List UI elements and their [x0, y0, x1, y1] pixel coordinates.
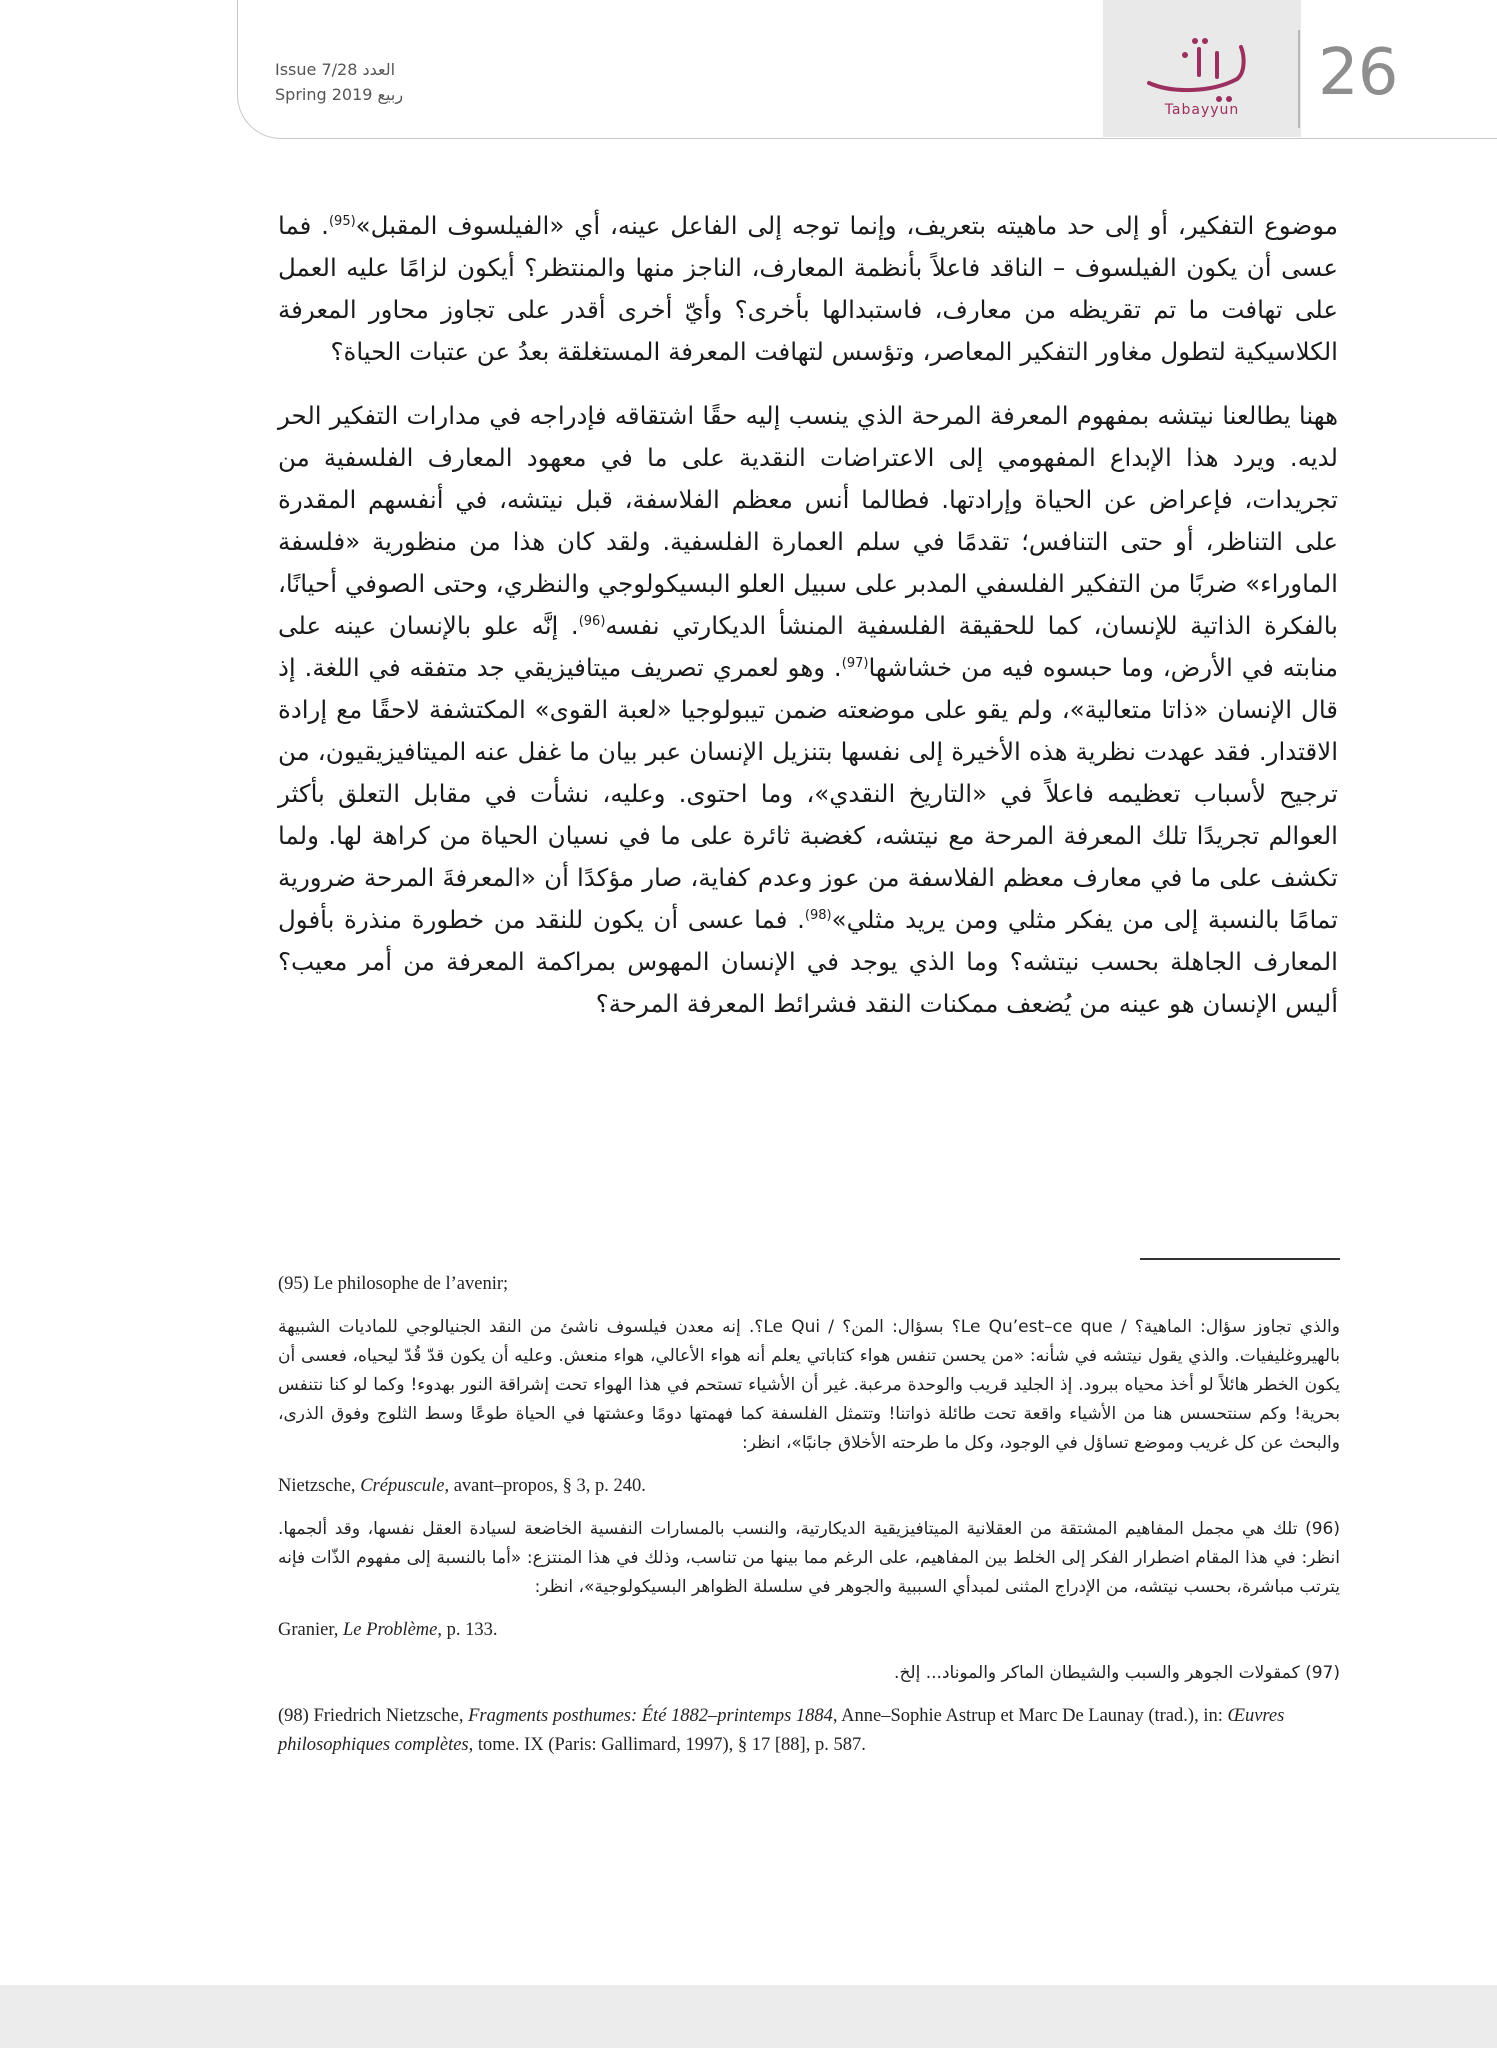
text-run: ههنا يطالعنا نيتشه بمفهوم المعرفة المرحة الذي ينسب إليه حقًا اشتقاقه فإدراجه في مدارات التفكير الحر لديه. ويرد هذا الإبداع المفهومي إلى الاعتراضات النقدية على ما في معهود المعارف الفلسفية من تجريدات، فإعراض عن الحياة وإرادتها. فطالما أنس معظم الفلاسفة، قبل نيتشه، في أنفسهم المقدرة على التناظر، أو حتى التنافس؛ تقدمًا في سلم العمارة الفلسفية. ولقد كان هذا من منظورية «فلسفة الماوراء» ضربًا من التفكير الفلسفي المدبر على سبيل العلو البسيكولوجي والنظري، وحتى الصوفي أحيانًا، بالفكرة الذاتية للإنسان، كما للحقيقة الفلسفية المنشأ الديكارتي نفسه: [278, 401, 1339, 640]
page-number-divider: [1298, 30, 1300, 128]
footnote-96-citation: [278, 1616, 1340, 1645]
journal-logo-icon: [1141, 35, 1263, 105]
paragraph-1: [278, 205, 1338, 373]
text-run: . فما عسى أن يكون الفيلسوف – الناقد فاعلاً بأنظمة المعارف، الناجز منها والمنتظر؟ أيكون لزامًا عليه العمل على تهافت ما تم تقريظه من معارف، فاستبدالها بأخرى؟ وأيّ أخرى أقدر على تجاوز محاور المعرفة الكلاسيكية لتطول مغاور التفكير المعاصر، وتؤسس لتهافت المعرفة المستغلقة بعدُ عن عتبات الحياة؟: [278, 211, 1338, 366]
footnote-95-latin: (95) Le philosophe de l’avenir;: [278, 1274, 509, 1294]
citation-title: Fragments posthumes: Été 1882–printemps 1884: [468, 1706, 833, 1726]
citation-author: Nietzsche,: [278, 1476, 361, 1496]
footnote-95-citation: [278, 1472, 1340, 1501]
journal-logo: [1103, 0, 1301, 137]
footnote-98: [278, 1702, 1340, 1760]
footnote-ref-98[interactable]: (98): [804, 907, 832, 923]
citation-author: (98) Friedrich Nietzsche,: [278, 1706, 469, 1726]
page-number: 26: [1318, 36, 1398, 110]
page-bottom-band: [0, 1985, 1497, 2048]
citation-title: Le Problème: [343, 1620, 438, 1640]
footnote-96-arabic: (96) تلك هي مجمل المفاهيم المشتقة من العقلانية الميتافيزيقية الديكارتية، والنسب بالمسارات النفسية الخاضعة لسيادة العقل نفسها، وقد ألجمها. انظر: في هذا المقام اضطرار الفكر إلى الخلط بين المفاهيم، على الرغم مما بينها من تناسب، وذلك في هذا المنتزع: «أما بالنسبة إلى مفهوم الذّات فإنه يترتب مباشرة، بحسب نيتشه، من الإدراج المثنى لمبدأي السببية والجوهر في سلسلة الظواهر البسيكولوجية»، انظر:: [278, 1519, 1340, 1597]
footnote-ref-96[interactable]: (96): [578, 613, 606, 629]
footnote-ref-97[interactable]: (97): [841, 655, 869, 671]
citation-rest: , avant–propos, § 3, p. 240.: [444, 1476, 646, 1496]
citation-series: Œuvres philosophiques complètes: [278, 1706, 1285, 1755]
text-run: . فما عسى أن يكون للنقد من خطورة منذرة بأفول المعارف الجاهلة بحسب نيتشه؟ وما الذي يوجد في الإنسان المهوس بمراكمة المعرفة من أمر معيب؟ أليس الإنسان هو عينه من يُضعف ممكنات النقد فشرائط المعرفة المرحة؟: [278, 905, 1338, 1018]
footnote-97: (97) كمقولات الجوهر والسبب والشيطان الماكر والموناد... إلخ.: [894, 1663, 1340, 1683]
text-run: موضوع التفكير، أو إلى حد ماهيته بتعريف، وإنما توجه إلى الفاعل عينه، أي «الفيلسوف المقبل»: [355, 211, 1338, 240]
footnote-separator: [1140, 1258, 1340, 1260]
footnotes: [278, 1270, 1340, 1774]
issue-info: [275, 58, 475, 108]
citation-rest: , p. 133.: [437, 1620, 498, 1640]
citation-rest: , Anne–Sophie Astrup et Marc De Launay (trad.), in:: [832, 1706, 1228, 1726]
footnote-95-arabic: والذي تجاوز سؤال: الماهية؟ / Le Qu’est–ce que؟ بسؤال: المن؟ / Le Qui؟. إنه معدن فيلسوف ناشئ من النقد الجنيالوجي للماديات الشبيهة بالهيروغليفيات. والذي يقول نيتشه في شأنه: «من يحسن تنفس هواء كتاباتي يعلم أنه هواء الأعالي، هواء منعش. وعليه أن يكون قدّ قُدّ ليحياه، فعسى أن يكون الخطر هائلاً لو أخذ محياه ببرود. إذ الجليد قريب والوحدة مرعبة. غير أن الأشياء تستحم في هذا الهواء تحت إشراقة النور بهدوء! وكما لو كنا نتنفس بحرية! وكم سنتحسس هنا من الأشياء واقعة تحت طائلة ذواتنا! وتتمثل الفلسفة كما فهمتها دومًا وعشتها في الحياة طوعًا وسط الثلوج وفوق الذرى، والبحث عن كل غريب وموضع تساؤل في الوجود، وكل ما طرحته الأخلاق جانبًا»، انظر:: [278, 1317, 1340, 1453]
citation-title: Crépuscule: [360, 1476, 445, 1496]
journal-name-latin: Tabayyun: [1164, 102, 1240, 118]
text-run: . وهو لعمري تصريف ميتافيزيقي جد متفقه في اللغة. إذ قال الإنسان «ذاتا متعالية»، ولم يقو على موضعته ضمن تيبولوجيا «لعبة القوى» المكتشفة لاحقًا مع إرادة الاقتدار. فقد عهدت نظرية هذه الأخيرة إلى نفسها بتنزيل الإنسان عبر بيان ما غفل عنه الميتافيزيقيون، من ترجيح لأسباب تعظيمه فاعلاً في «التاريخ النقدي»، وما احتوى. وعليه، نشأت في مقابل التعلق بأكثر العوالم تجريدًا تلك المعرفة المرحة مع نيتشه، كغضبة ثائرة على ما في نسيان الحياة من كراهة لها. ولما تكشف على ما في معارف معظم الفلاسفة من عوز وعدم كفاية، صار مؤكدًا أن «المعرفةَ المرحة ضرورية تمامًا بالنسبة إلى من يفكر مثلي ومن يريد مثلي»: [278, 653, 1338, 934]
citation-author: Granier,: [278, 1620, 344, 1640]
article-body: [278, 205, 1338, 1047]
issue-line: Issue 7/28 العدد: [275, 60, 396, 79]
text-run: . إنَّه علو بالإنسان عينه على منابته في الأرض، وما حبسوه فيه من خشاشها: [278, 611, 1338, 682]
footnote-ref-95[interactable]: (95): [328, 213, 356, 229]
season-line: Spring 2019 ربيع: [275, 84, 404, 104]
citation-rest: , tome. IX (Paris: Gallimard, 1997), § 17 [88], p. 587.: [468, 1735, 866, 1755]
paragraph-2: [278, 395, 1338, 1025]
